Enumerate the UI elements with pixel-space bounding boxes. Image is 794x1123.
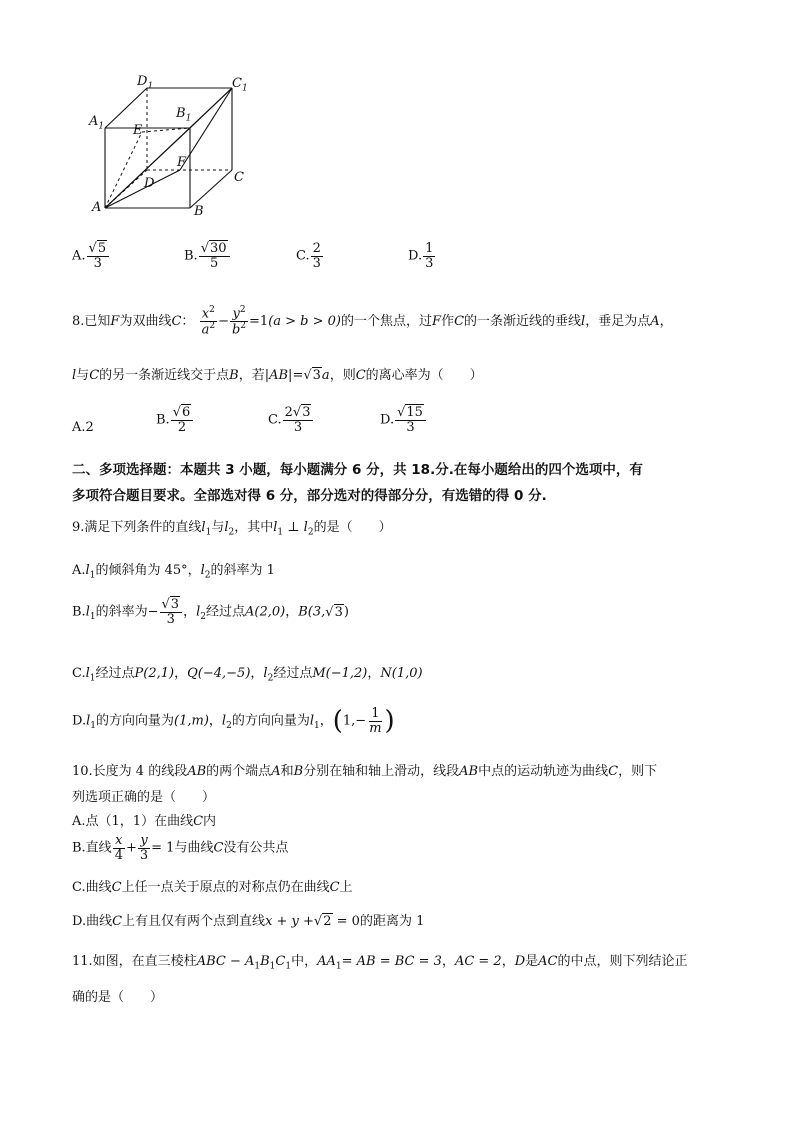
- q8-option-a: A.2: [72, 420, 94, 435]
- label-D: D: [144, 176, 155, 191]
- q7-option-b: B. √ $\frac{30}{5}$: [184, 242, 231, 270]
- label-C1: $C_1$: [232, 76, 248, 94]
- label-A1: $A_1$: [89, 114, 105, 132]
- q11-line2: 确的是（ ）: [72, 990, 164, 1005]
- q9-option-c: $C.l_1$经过点P(2,1)，Q(−4,−5)，$l_2$经过点M(−1,2)，N(1,0): [72, 666, 423, 684]
- label-B1: $B_1$: [176, 106, 192, 124]
- q9-option-a: $A.l_1$的倾斜角为 45°，$l_2$的斜率为 1: [72, 563, 275, 581]
- q10-option-a: A.点（1，1）在曲线C内: [72, 814, 217, 829]
- q10-option-d: D.曲线C上有且仅有两个点到直线x + y +√ 2 = 0的距离为 1: [72, 910, 424, 929]
- q9-option-b: $B.l_1$的斜率为− √ $\frac{3}{3}$ ，$l_2$经过点A(2,0)，B(3,√ 3): [72, 598, 349, 626]
- q7-option-d: D. $\frac{1}{3}$: [408, 241, 434, 271]
- cube-figure: [80, 70, 260, 230]
- label-A: A: [92, 200, 102, 215]
- label-D1: $D_1$: [137, 74, 154, 92]
- q11-line1: 11.如图，在直三棱柱ABC − $A_1B_1C_1$中，$AA_1=$ AB = BC = 3，AC = 2，D是AC的中点，则下列结论正: [72, 954, 688, 972]
- q8-option-d: D. √ $\frac{15}{3}$: [380, 406, 427, 434]
- q8-line1: 8.已知F为双曲线C： $\frac{x^2}{a^2}$ − $\frac{y^2}{b^2}$ =1(a > b > 0)的一个焦点，过F作C的一条渐近线的垂线l，垂足为点A，: [72, 305, 673, 338]
- q10-stem-line2: 列选项正确的是（ ）: [72, 790, 216, 805]
- section2-heading-line1: 二、多项选择题：本题共 3 小题，每小题满分 6 分，共 18.分.在每小题给出的四个选项中，有: [72, 462, 643, 478]
- q10-option-b: B.直线 $\frac{x}{4}$ + $\frac{y}{3}$ = 1与曲线C没有公共点: [72, 833, 289, 863]
- label-B: B: [194, 204, 204, 219]
- q10-stem-line1: 10.长度为 4 的线段AB的两个端点A和B分别在轴和轴上滑动，线段AB中点的运动轨迹为曲线C，则下: [72, 764, 658, 779]
- q8-option-b: B. √ $\frac{6}{2}$: [156, 406, 194, 434]
- q7-option-a: A. √ $\frac{5}{3}$: [72, 242, 110, 270]
- label-E: E: [133, 123, 143, 138]
- label-C: C: [234, 170, 244, 185]
- q9-option-d: $D.l_1$的方向向量为(1,m)，$l_2$的方向向量为$l_1$，(1,− $\frac{1}{m}$ ): [72, 705, 395, 736]
- section2-heading-line2: 多项符合题目要求。全部选对得 6 分，部分选对的得部分分，有选错的得 0 分.: [72, 488, 547, 504]
- q9-stem: 9.满足下列条件的直线$l_1$与$l_2$，其中$l_1$ ⊥ $l_2$的是（ ）: [72, 520, 392, 538]
- label-F: F: [177, 155, 187, 170]
- q8-option-c: C. $\frac{2√ 3}{3}$: [268, 406, 314, 434]
- q7-option-c: C. $\frac{2}{3}$: [296, 241, 321, 271]
- q8-line2: l与C的另一条渐近线交于点B，若|AB|=√ 3a，则C的离心率为（ ）: [72, 364, 483, 383]
- q10-option-c: C.曲线C上任一点关于原点的对称点仍在曲线C上: [72, 880, 353, 895]
